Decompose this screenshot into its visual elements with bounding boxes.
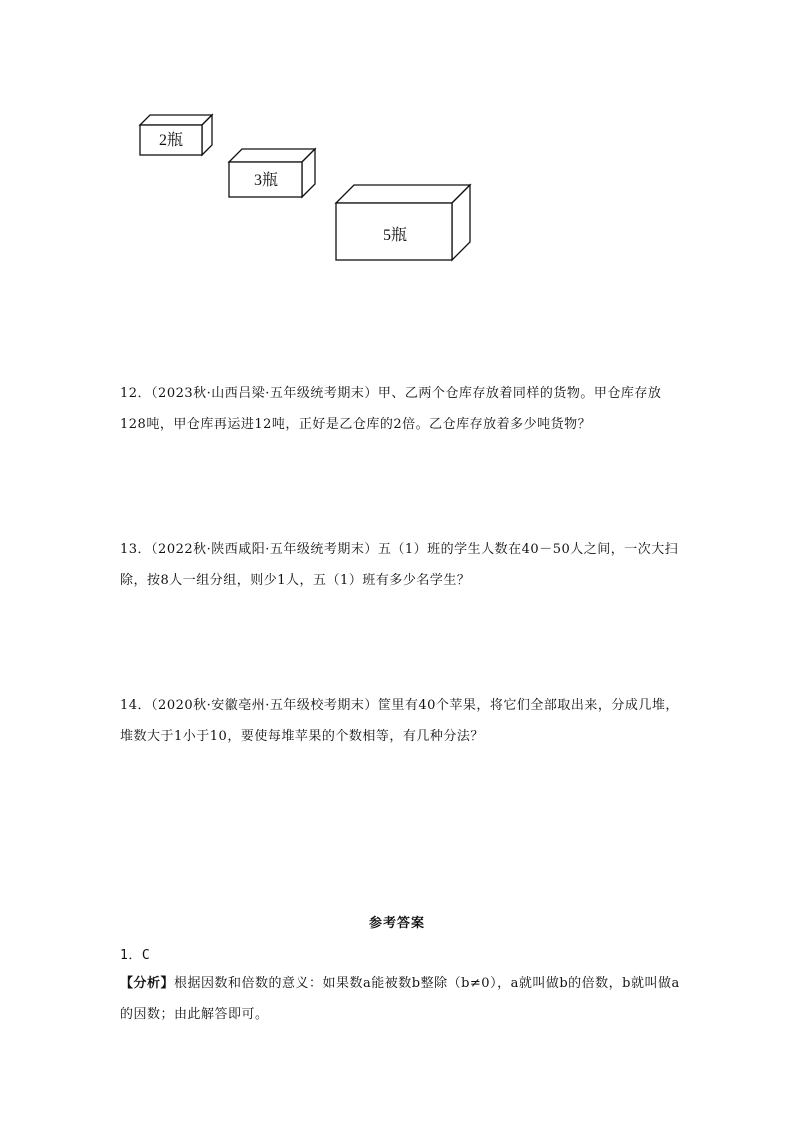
answers-heading: 参考答案	[368, 916, 425, 931]
answer-1-analysis	[120, 968, 680, 1030]
box-3-label: 3瓶	[253, 172, 279, 189]
analysis-tag: 【分析】	[120, 976, 175, 991]
boxes-figure	[0, 0, 794, 300]
answer-1: 1．C	[120, 948, 151, 963]
question-14: 14．（2020秋·安徽亳州·五年级校考期末）筐里有40个苹果，将它们全部取出来，分成几堆，堆数大于1小于10，要使每堆苹果的个数相等，有几种分法？	[120, 698, 679, 744]
question-13: 13．（2022秋·陕西咸阳·五年级统考期末）五（1）班的学生人数在40－50人之间，一次大扫除，按8人一组分组，则少1人，五（1）班有多少名学生？	[120, 542, 679, 588]
question-12: 12．（2023秋·山西吕梁·五年级统考期末）甲、乙两个仓库存放着同样的货物。甲仓库存放128吨，甲仓库再运进12吨，正好是乙仓库的2倍。乙仓库存放着多少吨货物？	[120, 386, 662, 432]
analysis-text: 根据因数和倍数的意义：如果数a能被数b整除（b≠0），a就叫做b的倍数，b就叫做a的因数；由此解答即可。	[120, 976, 680, 1022]
box-5-label: 5瓶	[382, 227, 408, 244]
box-2-label: 2瓶	[158, 132, 184, 149]
box-5-bottles	[336, 185, 470, 260]
